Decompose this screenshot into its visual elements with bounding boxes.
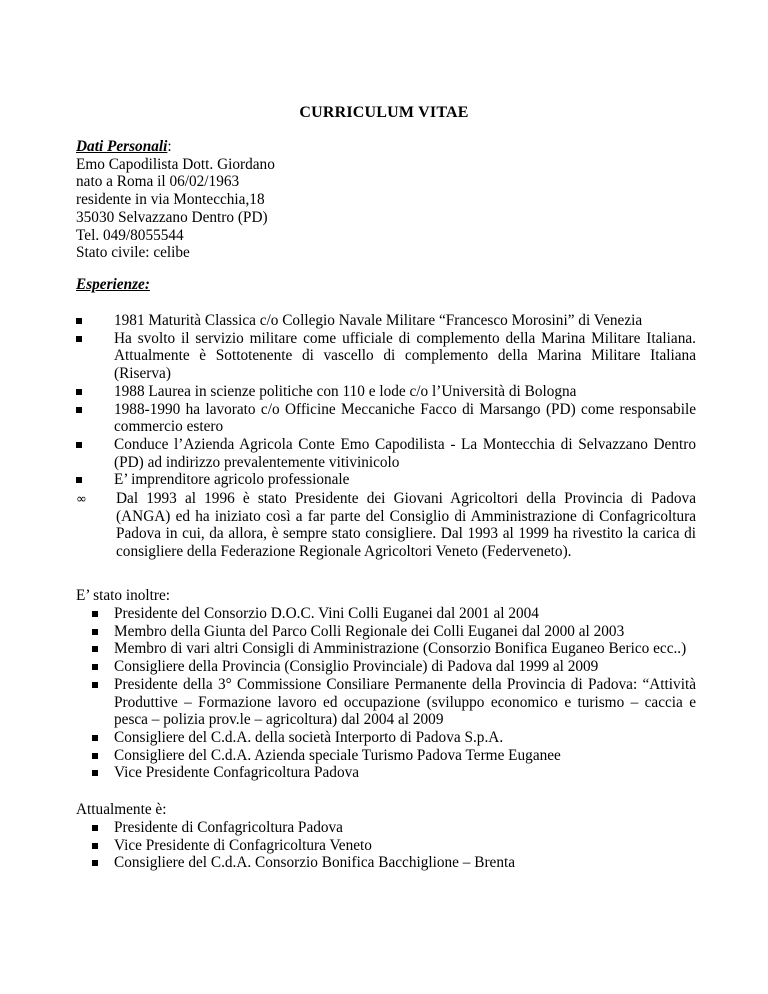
list-item: Vice Presidente di Confagricoltura Veneto <box>114 837 696 855</box>
bullet-icon <box>92 629 98 635</box>
list-item: Membro della Giunta del Parco Colli Regionale dei Colli Euganei dal 2000 al 2003 <box>114 623 696 641</box>
list-item: Conduce l’Azienda Agricola Conte Emo Capodilista - La Montecchia di Selvazzano Dentro (PD) ad indirizzo prevalentemente vitivinicolo <box>114 436 696 471</box>
list-item: Vice Presidente Confagricoltura Padova <box>114 764 696 782</box>
infinity-icon: ∞ <box>76 492 87 507</box>
bullet-icon <box>76 407 82 413</box>
personal-name: Emo Capodilista Dott. Giordano <box>76 155 275 173</box>
list-item: 1988 Laurea in scienze politiche con 110 e lode c/o l’Università di Bologna <box>114 383 696 401</box>
list-item: Consigliere del C.d.A. della società Interporto di Padova S.p.A. <box>114 729 696 747</box>
personal-phone: Tel. 049/8055544 <box>76 226 184 244</box>
personal-birth: nato a Roma il 06/02/1963 <box>76 173 240 191</box>
list-item: Membro di vari altri Consigli di Amministrazione (Consorzio Bonifica Euganeo Berico ecc..) <box>114 640 696 658</box>
experience-list <box>114 312 696 489</box>
experience-heading-row <box>76 276 696 294</box>
bullet-icon <box>92 860 98 866</box>
also-heading: E’ stato inoltre: <box>76 587 171 604</box>
list-item: Presidente del Consorzio D.O.C. Vini Colli Euganei dal 2001 al 2004 <box>114 605 696 623</box>
bullet-icon <box>92 735 98 741</box>
also-list <box>114 605 696 782</box>
bullet-icon <box>76 336 82 342</box>
bullet-icon <box>76 442 82 448</box>
current-list <box>114 819 696 872</box>
document-title: CURRICULUM VITAE <box>299 104 469 121</box>
list-item: Ha svolto il servizio militare come ufficiale di complemento della Marina Militare Italiana. Attualmente è Sottotenente di vascello di complemento della Marina Militare Italiana (Riserva) <box>114 330 696 383</box>
bullet-icon <box>92 825 98 831</box>
anga-paragraph-block <box>76 490 696 561</box>
current-heading: Attualmente è: <box>76 801 167 818</box>
bullet-icon <box>92 682 98 688</box>
bullet-icon <box>92 753 98 759</box>
bullet-icon <box>92 664 98 670</box>
personal-heading: Dati Personali <box>76 138 168 155</box>
bullet-icon <box>92 646 98 652</box>
list-item: Consigliere della Provincia (Consiglio Provinciale) di Padova dal 1999 al 2009 <box>114 658 696 676</box>
bullet-icon <box>92 843 98 849</box>
list-item: 1988-1990 ha lavorato c/o Officine Meccaniche Facco di Marsango (PD) come responsabile commercio estero <box>114 401 696 436</box>
bullet-icon <box>76 318 82 324</box>
list-item: Presidente di Confagricoltura Padova <box>114 819 696 837</box>
list-item: Presidente della 3° Commissione Consiliare Permanente della Provincia di Padova: “Attività Produttive – Formazione lavoro ed occupazione (sviluppo economico e turismo – caccia e pesca – polizia prov.le – agricoltura) dal 2004 al 2009 <box>114 676 696 729</box>
bullet-icon <box>92 611 98 617</box>
also-heading-row <box>76 587 696 605</box>
anga-paragraph: Dal 1993 al 1996 è stato Presidente dei Giovani Agricoltori della Provincia di Padova (ANGA) ed ha iniziato così a far parte del Consiglio di Amministrazione di Confagricoltura Padova in cui, da allora, è sempre stato consigliere. Dal 1993 al 1999 ha rivestito la carica di consigliere della Federazione Regionale Agricoltori Veneto (Federveneto). <box>116 490 696 561</box>
bullet-icon <box>76 389 82 395</box>
list-item: Consigliere del C.d.A. Azienda speciale Turismo Padova Terme Euganee <box>114 747 696 765</box>
list-item: E’ imprenditore agricolo professionale <box>114 471 696 489</box>
personal-city: 35030 Selvazzano Dentro (PD) <box>76 208 268 226</box>
personal-section <box>76 138 696 262</box>
personal-address: residente in via Montecchia,18 <box>76 191 265 209</box>
experience-heading: Esperienze: <box>76 276 150 293</box>
personal-heading-colon: : <box>167 138 172 155</box>
bullet-icon <box>76 477 82 483</box>
personal-status: Stato civile: celibe <box>76 244 190 262</box>
bullet-icon <box>92 770 98 776</box>
list-item: Consigliere del C.d.A. Consorzio Bonifica Bacchiglione – Brenta <box>114 854 696 872</box>
current-heading-row <box>76 801 696 819</box>
list-item: 1981 Maturità Classica c/o Collegio Navale Militare “Francesco Morosini” di Venezia <box>114 312 696 330</box>
